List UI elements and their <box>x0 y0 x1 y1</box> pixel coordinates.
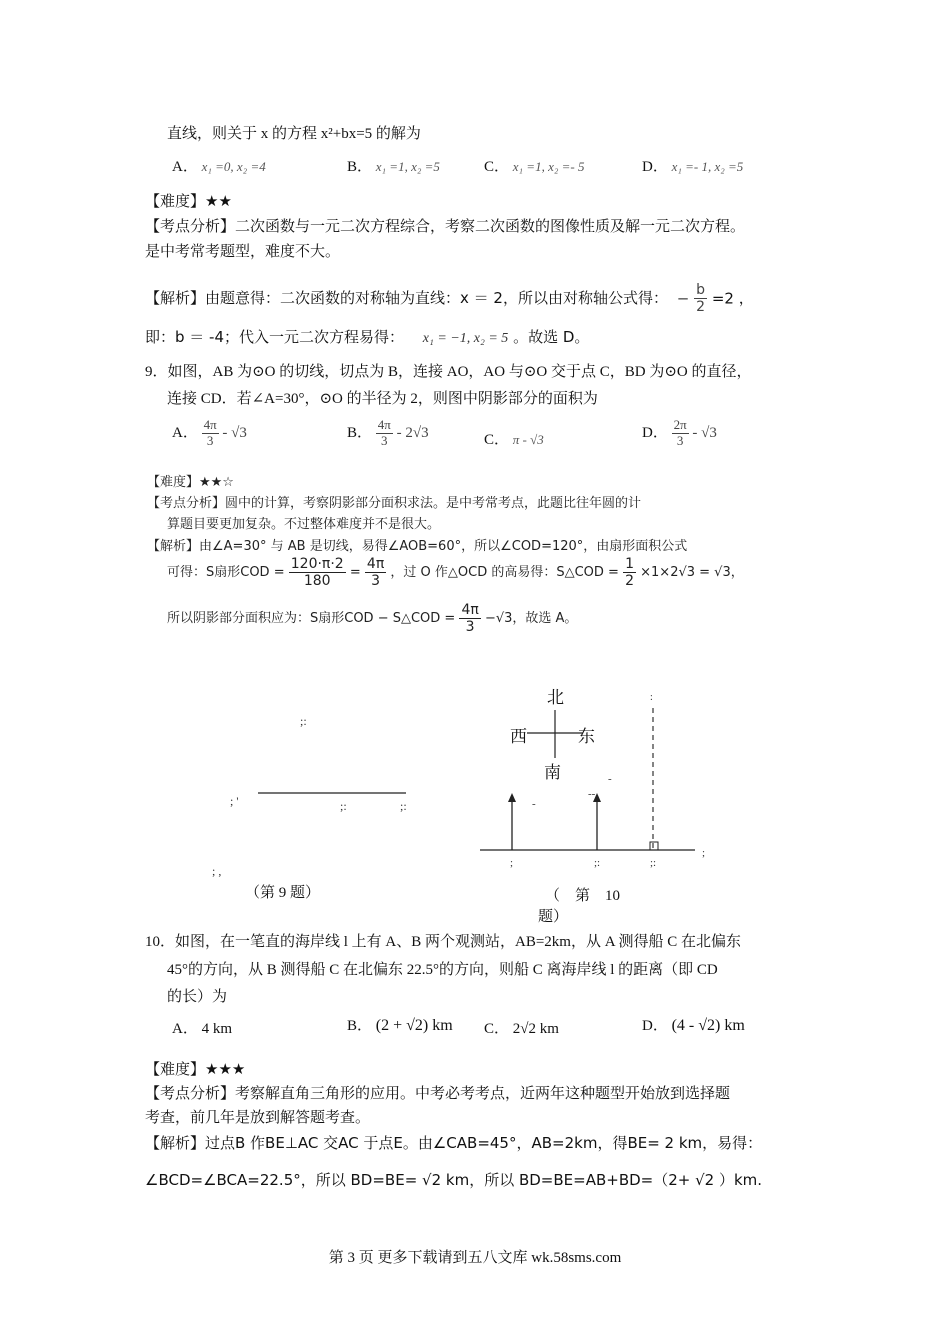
option-label: C． <box>484 1021 510 1037</box>
q8-option-d <box>642 155 743 176</box>
q10-stem-3: 的长）为 <box>167 989 228 1005</box>
q10-option-d <box>642 1014 745 1035</box>
q9-solution-1: 【解析】由∠A=30° 与 AB 是切线，易得∠AOB=60°，所以∠COD=120°，由扇形面积公式 <box>147 539 688 554</box>
fig10-caption-1: （ 第 10 <box>545 888 621 904</box>
fraction-numerator: 4π <box>461 602 479 618</box>
q10-analysis-1: 【考点分析】考察解直角三角形的应用。中考必考考点，近两年这种题型开始放到选择题 <box>145 1084 731 1102</box>
point-c-mark: : <box>650 692 653 703</box>
q9-analysis-1: 【考点分析】圆中的计算，考察阴影部分面积求法。是中考常考点，此题比往年圆的计 <box>147 496 642 511</box>
option-math: 2√2 km <box>512 1021 559 1037</box>
option-tail: - 2√3 <box>396 424 429 441</box>
fig9-mark: ; ' <box>230 794 239 808</box>
figure-10 <box>470 690 720 880</box>
fraction-numerator: 4π <box>203 417 217 432</box>
option-label: A． <box>172 424 198 441</box>
fraction-denominator: 3 <box>676 432 684 448</box>
solution-text: ， <box>738 289 754 308</box>
fig10-mark: ; <box>510 857 514 869</box>
option-label: B． <box>347 159 373 175</box>
fraction-denominator: 3 <box>371 573 381 590</box>
q8-stem-tail: 直线，则关于 x 的方程 x²+bx=5 的解为 <box>167 126 421 142</box>
option-label: B． <box>347 424 373 441</box>
fraction-numerator: 2π <box>673 417 687 432</box>
fig9-caption: （第 9 题） <box>245 885 321 901</box>
option-label: D． <box>642 159 668 175</box>
option-label: D． <box>642 1018 668 1034</box>
solution-text: 所以阴影部分面积应为：S扇形COD − S△COD = <box>167 611 456 627</box>
q8-analysis-1: 【考点分析】二次函数与一元二次方程综合，考察二次函数的图像性质及解一元二次方程。 <box>145 217 746 235</box>
fraction-numerator: 4π <box>377 417 391 432</box>
compass-north-label: 北 <box>547 688 564 707</box>
fraction-denominator: 2 <box>696 299 706 316</box>
fig10-mark: - <box>608 773 612 785</box>
fig10-caption-2: 题） <box>538 909 569 925</box>
q10-difficulty: 【难度】★★★ <box>145 1060 246 1078</box>
fraction-denominator: 3 <box>381 432 388 448</box>
axis-formula: − $\frac{b}{2}$ =2 <box>676 282 734 316</box>
option-fraction <box>672 418 689 449</box>
option-fraction <box>376 418 393 449</box>
option-fraction <box>202 418 219 449</box>
fig10-mark: ;: <box>650 857 657 869</box>
fraction-numerator: 1 <box>625 556 634 572</box>
option-math: x₁ =1, x₂ =- 5 <box>512 159 585 174</box>
q10-option-a <box>172 1017 232 1038</box>
fig10-mark: ; <box>702 847 706 859</box>
compass-east-label: 东 <box>578 727 595 746</box>
q10-solution-2: ∠BCD=∠BCA=22.5°，所以 BD=BE= √2 km，所以 BD=BE=AB+BD=（2+ √2 ）km. <box>145 1171 763 1189</box>
fraction-denominator: 180 <box>303 573 331 590</box>
solution-text: 即：b ＝ -4；代入一元二次方程易得： <box>145 328 405 346</box>
fraction-numerator: b <box>694 282 707 299</box>
q9-solution-3 <box>167 602 577 635</box>
option-label: B． <box>347 1018 373 1034</box>
fig10-mark: ;: <box>594 857 601 869</box>
fraction-denominator: 3 <box>465 619 475 636</box>
option-math: 4 km <box>201 1021 233 1037</box>
right-angle-mark <box>650 842 658 850</box>
solution-text: ，过 O 作△OCD 的高易得：S△COD = <box>390 565 619 581</box>
solution-text: 。故选 D。 <box>513 328 590 346</box>
q10-analysis-2: 考查，前几年是放到解答题考查。 <box>145 1108 371 1126</box>
q9-option-a <box>172 418 247 449</box>
q8-solution-line-2 <box>145 326 589 347</box>
option-label: A． <box>172 1021 198 1037</box>
q9-stem-2: 连接 CD．若∠A=30°，⊙O 的半径为 2，则图中阴影部分的面积为 <box>167 391 598 407</box>
option-math: (4 - √2) km <box>671 1017 745 1034</box>
solution-text: −√3，故选 A。 <box>484 611 578 627</box>
compass-south-label: 南 <box>544 763 561 782</box>
fraction-numerator: 4π <box>366 556 385 572</box>
option-math: π - √3 <box>512 432 544 447</box>
formula-fraction <box>694 282 707 315</box>
compass-west-label: 西 <box>510 727 527 746</box>
q10-solution-1: 【解析】过点B 作BE⊥AC 交AC 于点E。由∠CAB=45°，AB=2km，得BE= 2 km，易得： <box>145 1134 763 1152</box>
q9-solution-2 <box>167 556 744 589</box>
q9-analysis-2: 算题目要更加复杂。不过整体难度并不是很大。 <box>167 517 441 532</box>
solution-text: 可得：S扇形COD = <box>167 565 285 581</box>
area-fraction <box>459 602 480 635</box>
q10-stem-2: 45°的方向，从 B 测得船 C 在北偏东 22.5°的方向，则船 C 离海岸线 l 的距离（即 CD <box>167 962 718 978</box>
option-math: (2 + √2) km <box>375 1017 453 1034</box>
option-label: D． <box>642 424 668 441</box>
q10-stem-1: 10．如图，在一笔直的海岸线 l 上有 A、B 两个观测站，AB=2km，从 A 测得船 C 在北偏东 <box>145 934 741 950</box>
fraction-denominator: 2 <box>625 573 634 590</box>
option-math: x₁ =0, x₂ =4 <box>201 159 266 174</box>
q10-option-b <box>347 1014 453 1035</box>
fraction-denominator: 3 <box>206 432 214 448</box>
half-fraction <box>623 556 636 589</box>
fig9-mark: ;: <box>400 799 407 813</box>
fig10-mark: - <box>532 798 536 810</box>
page-footer: 第 3 页 更多下载请到五八文库 wk.58sms.com <box>328 1250 622 1266</box>
fraction-numerator: 120·π·2 <box>290 556 344 572</box>
formula-rhs: =2 <box>711 289 734 308</box>
q8-option-b <box>347 155 440 176</box>
q9-option-b <box>347 418 429 449</box>
solution-math: x₁ = −1, x₂ = 5 <box>422 331 509 346</box>
option-math: x₁ =1, x₂ =5 <box>375 159 440 174</box>
option-label: C． <box>484 432 510 448</box>
q9-difficulty: 【难度】★★☆ <box>147 475 234 490</box>
sector-fraction <box>289 556 346 589</box>
q9-option-c <box>484 428 544 449</box>
q8-analysis-2: 是中考常考题型，难度不大。 <box>145 242 341 260</box>
option-label: C． <box>484 159 510 175</box>
option-tail: - √3 <box>222 424 247 441</box>
fig9-mark: ;: <box>340 799 347 813</box>
solution-text: ×1×2√3 = √3， <box>640 565 744 581</box>
solution-text: 【解析】由题意得：二次函数的对称轴为直线：x ＝ 2，所以由对称轴公式得： <box>145 289 668 308</box>
fig10-mark: -- <box>588 788 596 800</box>
q9-option-d <box>642 418 717 449</box>
q8-option-a <box>172 155 266 176</box>
option-label: A． <box>172 159 198 175</box>
q9-stem-1: 9．如图，AB 为⊙O 的切线，切点为 B，连接 AO，AO 与⊙O 交于点 C，BD 为⊙O 的直径， <box>145 364 752 380</box>
option-tail: - √3 <box>692 424 717 441</box>
q10-option-c <box>484 1017 559 1038</box>
option-math: x₁ =- 1, x₂ =5 <box>671 159 744 174</box>
figure-9 <box>212 700 420 880</box>
q8-solution-line-1 <box>145 282 754 315</box>
solution-text: = <box>349 565 361 581</box>
fig9-mark: ;: <box>300 714 307 728</box>
result-fraction <box>365 556 386 589</box>
q8-difficulty: 【难度】★★ <box>145 192 232 210</box>
fig9-mark: ; , <box>212 864 222 878</box>
arrowhead-icon <box>508 793 516 802</box>
q8-option-c <box>484 155 584 176</box>
